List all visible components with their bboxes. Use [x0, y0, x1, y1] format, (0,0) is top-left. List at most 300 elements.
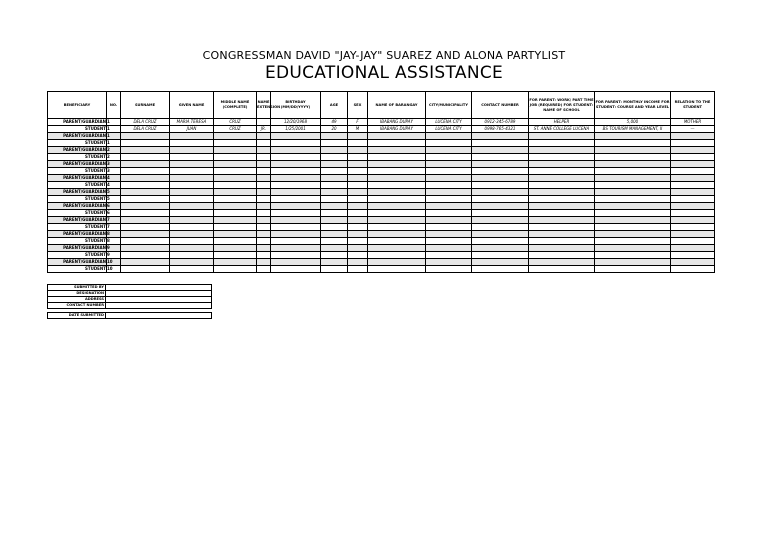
cell-age[interactable] — [321, 231, 348, 238]
cell-given[interactable] — [170, 203, 214, 210]
cell-age[interactable] — [321, 182, 348, 189]
cell-relation[interactable] — [671, 196, 715, 203]
cell-middle[interactable] — [214, 245, 257, 252]
cell-birthday[interactable] — [271, 217, 321, 224]
cell-age[interactable] — [321, 189, 348, 196]
cell-birthday[interactable] — [271, 231, 321, 238]
cell-sex[interactable] — [348, 140, 368, 147]
cell-income[interactable] — [595, 252, 671, 259]
cell-ext[interactable] — [257, 182, 271, 189]
cell-birthday[interactable] — [271, 203, 321, 210]
beneficiary-cell: STUDENT — [48, 182, 107, 189]
cell-birthday[interactable] — [271, 182, 321, 189]
cell-ext[interactable] — [257, 161, 271, 168]
cell-barangay[interactable] — [368, 133, 426, 140]
cell-relation[interactable]: MOTHER — [671, 119, 715, 126]
cell-city[interactable] — [426, 210, 472, 217]
cell-city[interactable]: LUCENA CITY — [426, 126, 472, 133]
cell-surname[interactable] — [121, 133, 170, 140]
cell-age[interactable] — [321, 217, 348, 224]
cell-relation[interactable] — [671, 266, 715, 273]
cell-surname[interactable] — [121, 161, 170, 168]
cell-sex[interactable] — [348, 259, 368, 266]
cell-relation[interactable] — [671, 210, 715, 217]
cell-ext[interactable] — [257, 175, 271, 182]
cell-income[interactable] — [595, 147, 671, 154]
cell-middle[interactable] — [214, 140, 257, 147]
cell-barangay[interactable] — [368, 154, 426, 161]
cell-contact[interactable] — [472, 140, 529, 147]
cell-surname[interactable] — [121, 252, 170, 259]
cell-work[interactable] — [529, 245, 595, 252]
cell-contact[interactable] — [472, 231, 529, 238]
cell-income[interactable] — [595, 238, 671, 245]
cell-surname[interactable] — [121, 168, 170, 175]
cell-work[interactable] — [529, 133, 595, 140]
cell-surname[interactable] — [121, 140, 170, 147]
cell-city[interactable] — [426, 154, 472, 161]
cell-given[interactable] — [170, 189, 214, 196]
cell-middle[interactable]: CRUZ — [214, 119, 257, 126]
cell-barangay[interactable] — [368, 182, 426, 189]
cell-middle[interactable] — [214, 224, 257, 231]
cell-ext[interactable] — [257, 203, 271, 210]
cell-work[interactable] — [529, 189, 595, 196]
cell-contact[interactable] — [472, 196, 529, 203]
cell-age[interactable] — [321, 196, 348, 203]
cell-middle[interactable] — [214, 252, 257, 259]
cell-city[interactable] — [426, 224, 472, 231]
cell-work[interactable] — [529, 154, 595, 161]
table-row — [48, 252, 715, 259]
date-submitted-cell[interactable] — [106, 313, 212, 319]
date-submitted-row — [48, 313, 212, 319]
cell-surname[interactable] — [121, 203, 170, 210]
cell-city[interactable] — [426, 266, 472, 273]
cell-work[interactable] — [529, 203, 595, 210]
cell-given[interactable] — [170, 147, 214, 154]
cell-surname[interactable] — [121, 224, 170, 231]
cell-contact[interactable] — [472, 154, 529, 161]
cell-ext[interactable] — [257, 189, 271, 196]
cell-ext[interactable] — [257, 168, 271, 175]
cell-age[interactable] — [321, 175, 348, 182]
cell-sex[interactable] — [348, 217, 368, 224]
cell-ext[interactable] — [257, 140, 271, 147]
cell-work[interactable] — [529, 175, 595, 182]
cell-relation[interactable] — [671, 245, 715, 252]
cell-surname[interactable] — [121, 196, 170, 203]
cell-birthday[interactable] — [271, 161, 321, 168]
cell-middle[interactable] — [214, 259, 257, 266]
cell-age[interactable] — [321, 210, 348, 217]
cell-ext[interactable] — [257, 238, 271, 245]
cell-ext[interactable] — [257, 196, 271, 203]
cell-relation[interactable] — [671, 238, 715, 245]
cell-income[interactable] — [595, 133, 671, 140]
cell-work[interactable] — [529, 196, 595, 203]
cell-relation[interactable] — [671, 140, 715, 147]
cell-income[interactable] — [595, 203, 671, 210]
cell-birthday[interactable]: 1/25/2001 — [271, 126, 321, 133]
cell-middle[interactable] — [214, 133, 257, 140]
cell-ext[interactable] — [257, 210, 271, 217]
cell-sex[interactable] — [348, 154, 368, 161]
cell-age[interactable] — [321, 154, 348, 161]
cell-income[interactable] — [595, 196, 671, 203]
cell-income[interactable] — [595, 175, 671, 182]
cell-middle[interactable] — [214, 196, 257, 203]
cell-income[interactable] — [595, 224, 671, 231]
cell-city[interactable] — [426, 175, 472, 182]
cell-birthday[interactable] — [271, 189, 321, 196]
cell-ext[interactable] — [257, 231, 271, 238]
cell-city[interactable] — [426, 217, 472, 224]
cell-ext[interactable] — [257, 154, 271, 161]
cell-barangay[interactable] — [368, 245, 426, 252]
cell-city[interactable] — [426, 203, 472, 210]
cell-surname[interactable] — [121, 147, 170, 154]
cell-work[interactable] — [529, 224, 595, 231]
cell-barangay[interactable] — [368, 161, 426, 168]
cell-sex[interactable] — [348, 196, 368, 203]
cell-contact[interactable] — [472, 182, 529, 189]
cell-barangay[interactable] — [368, 259, 426, 266]
cell-contact[interactable]: 0912-345-6789 — [472, 119, 529, 126]
cell-relation[interactable] — [671, 168, 715, 175]
cell-given[interactable] — [170, 161, 214, 168]
cell-sex[interactable] — [348, 147, 368, 154]
cell-given[interactable] — [170, 266, 214, 273]
cell-city[interactable] — [426, 196, 472, 203]
cell-ext[interactable] — [257, 252, 271, 259]
cell-barangay[interactable] — [368, 189, 426, 196]
cell-ext[interactable] — [257, 217, 271, 224]
cell-middle[interactable]: CRUZ — [214, 126, 257, 133]
cell-contact[interactable] — [472, 133, 529, 140]
cell-middle[interactable] — [214, 266, 257, 273]
cell-ext[interactable] — [257, 133, 271, 140]
cell-birthday[interactable] — [271, 175, 321, 182]
number-cell: 5 — [107, 189, 121, 196]
cell-barangay[interactable] — [368, 266, 426, 273]
cell-relation[interactable] — [671, 217, 715, 224]
cell-contact[interactable] — [472, 203, 529, 210]
cell-city[interactable] — [426, 238, 472, 245]
cell-income[interactable] — [595, 154, 671, 161]
cell-relation[interactable] — [671, 161, 715, 168]
cell-birthday[interactable] — [271, 140, 321, 147]
cell-income[interactable]: BS TOURISM MANAGEMENT, II — [595, 126, 671, 133]
cell-age[interactable] — [321, 252, 348, 259]
cell-contact[interactable] — [472, 147, 529, 154]
cell-surname[interactable] — [121, 182, 170, 189]
cell-relation[interactable] — [671, 182, 715, 189]
cell-given[interactable] — [170, 210, 214, 217]
cell-work[interactable] — [529, 252, 595, 259]
cell-work[interactable] — [529, 238, 595, 245]
cell-sex[interactable] — [348, 245, 368, 252]
cell-middle[interactable] — [214, 210, 257, 217]
cell-relation[interactable] — [671, 224, 715, 231]
cell-middle[interactable] — [214, 161, 257, 168]
cell-barangay[interactable] — [368, 224, 426, 231]
cell-income[interactable] — [595, 182, 671, 189]
cell-given[interactable] — [170, 245, 214, 252]
cell-relation[interactable]: — — [671, 126, 715, 133]
cell-contact[interactable] — [472, 217, 529, 224]
cell-given[interactable] — [170, 140, 214, 147]
cell-given[interactable]: MARIA TERESA — [170, 119, 214, 126]
cell-work[interactable] — [529, 231, 595, 238]
cell-birthday[interactable] — [271, 259, 321, 266]
cell-birthday[interactable] — [271, 210, 321, 217]
cell-city[interactable]: LUCENA CITY — [426, 119, 472, 126]
cell-age[interactable] — [321, 245, 348, 252]
cell-income[interactable] — [595, 217, 671, 224]
cell-birthday[interactable] — [271, 266, 321, 273]
cell-middle[interactable] — [214, 231, 257, 238]
cell-sex[interactable] — [348, 189, 368, 196]
cell-sex[interactable] — [348, 210, 368, 217]
cell-middle[interactable] — [214, 203, 257, 210]
cell-middle[interactable] — [214, 189, 257, 196]
cell-sex[interactable] — [348, 133, 368, 140]
cell-contact[interactable] — [472, 245, 529, 252]
table-row — [48, 175, 715, 182]
cell-sex[interactable] — [348, 203, 368, 210]
cell-barangay[interactable] — [368, 175, 426, 182]
cell-age[interactable] — [321, 259, 348, 266]
cell-barangay[interactable] — [368, 231, 426, 238]
cell-age[interactable] — [321, 133, 348, 140]
cell-surname[interactable] — [121, 245, 170, 252]
cell-city[interactable] — [426, 252, 472, 259]
cell-surname[interactable] — [121, 238, 170, 245]
cell-surname[interactable] — [121, 217, 170, 224]
cell-birthday[interactable] — [271, 252, 321, 259]
cell-surname[interactable] — [121, 154, 170, 161]
cell-city[interactable] — [426, 231, 472, 238]
cell-birthday[interactable] — [271, 168, 321, 175]
cell-surname[interactable]: DELA CRUZ — [121, 126, 170, 133]
cell-relation[interactable] — [671, 133, 715, 140]
cell-income[interactable] — [595, 168, 671, 175]
submission-label: CONTACT NUMBER — [48, 303, 106, 309]
beneficiary-cell: PARENT/GUARDIAN — [48, 133, 107, 140]
cell-relation[interactable] — [671, 154, 715, 161]
cell-given[interactable] — [170, 224, 214, 231]
cell-given[interactable] — [170, 175, 214, 182]
cell-birthday[interactable] — [271, 133, 321, 140]
cell-surname[interactable] — [121, 175, 170, 182]
cell-sex[interactable] — [348, 266, 368, 273]
cell-work[interactable] — [529, 210, 595, 217]
cell-barangay[interactable] — [368, 147, 426, 154]
cell-city[interactable] — [426, 168, 472, 175]
cell-contact[interactable] — [472, 224, 529, 231]
cell-work[interactable] — [529, 266, 595, 273]
cell-age[interactable] — [321, 203, 348, 210]
cell-work[interactable] — [529, 168, 595, 175]
cell-relation[interactable] — [671, 252, 715, 259]
cell-age[interactable] — [321, 161, 348, 168]
cell-income[interactable]: 5,000 — [595, 119, 671, 126]
cell-city[interactable] — [426, 147, 472, 154]
cell-age[interactable] — [321, 266, 348, 273]
cell-sex[interactable] — [348, 224, 368, 231]
cell-relation[interactable] — [671, 175, 715, 182]
cell-work[interactable]: ST. ANNE COLLEGE LUCENA — [529, 126, 595, 133]
submission-row — [48, 303, 212, 309]
cell-surname[interactable]: DELA CRUZ — [121, 119, 170, 126]
cell-birthday[interactable]: 12/20/1968 — [271, 119, 321, 126]
cell-given[interactable] — [170, 217, 214, 224]
cell-relation[interactable] — [671, 189, 715, 196]
cell-sex[interactable] — [348, 175, 368, 182]
cell-barangay[interactable] — [368, 252, 426, 259]
cell-age[interactable] — [321, 147, 348, 154]
cell-surname[interactable] — [121, 259, 170, 266]
cell-sex[interactable] — [348, 168, 368, 175]
cell-barangay[interactable] — [368, 168, 426, 175]
cell-city[interactable] — [426, 161, 472, 168]
cell-income[interactable] — [595, 140, 671, 147]
cell-contact[interactable] — [472, 266, 529, 273]
cell-city[interactable] — [426, 259, 472, 266]
cell-given[interactable] — [170, 196, 214, 203]
cell-surname[interactable] — [121, 210, 170, 217]
cell-relation[interactable] — [671, 231, 715, 238]
cell-middle[interactable] — [214, 238, 257, 245]
cell-given[interactable] — [170, 238, 214, 245]
cell-middle[interactable] — [214, 154, 257, 161]
cell-work[interactable] — [529, 147, 595, 154]
cell-barangay[interactable]: IBABANG DUPAY — [368, 119, 426, 126]
cell-barangay[interactable] — [368, 217, 426, 224]
cell-age[interactable] — [321, 238, 348, 245]
cell-city[interactable] — [426, 133, 472, 140]
cell-age[interactable]: 49 — [321, 119, 348, 126]
cell-contact[interactable] — [472, 175, 529, 182]
table-row — [48, 203, 715, 210]
cell-relation[interactable] — [671, 203, 715, 210]
cell-ext[interactable]: JR. — [257, 126, 271, 133]
cell-work[interactable] — [529, 182, 595, 189]
cell-work[interactable] — [529, 259, 595, 266]
cell-barangay[interactable] — [368, 238, 426, 245]
cell-surname[interactable] — [121, 266, 170, 273]
cell-income[interactable] — [595, 210, 671, 217]
cell-given[interactable]: JUAN — [170, 126, 214, 133]
cell-ext[interactable] — [257, 245, 271, 252]
cell-work[interactable] — [529, 217, 595, 224]
cell-sex[interactable] — [348, 252, 368, 259]
cell-barangay[interactable] — [368, 210, 426, 217]
cell-income[interactable] — [595, 231, 671, 238]
cell-work[interactable] — [529, 140, 595, 147]
cell-sex[interactable]: M — [348, 126, 368, 133]
submission-value-cell[interactable] — [106, 303, 212, 309]
cell-middle[interactable] — [214, 175, 257, 182]
cell-age[interactable] — [321, 140, 348, 147]
cell-sex[interactable] — [348, 182, 368, 189]
cell-contact[interactable] — [472, 189, 529, 196]
cell-income[interactable] — [595, 245, 671, 252]
cell-surname[interactable] — [121, 231, 170, 238]
cell-city[interactable] — [426, 182, 472, 189]
cell-middle[interactable] — [214, 182, 257, 189]
cell-city[interactable] — [426, 245, 472, 252]
cell-contact[interactable] — [472, 168, 529, 175]
cell-work[interactable] — [529, 161, 595, 168]
cell-birthday[interactable] — [271, 196, 321, 203]
cell-birthday[interactable] — [271, 238, 321, 245]
cell-middle[interactable] — [214, 168, 257, 175]
cell-given[interactable] — [170, 154, 214, 161]
cell-ext[interactable] — [257, 147, 271, 154]
cell-birthday[interactable] — [271, 147, 321, 154]
cell-ext[interactable] — [257, 266, 271, 273]
cell-barangay[interactable]: IBABANG DUPAY — [368, 126, 426, 133]
cell-middle[interactable] — [214, 147, 257, 154]
cell-age[interactable]: 20 — [321, 126, 348, 133]
cell-middle[interactable] — [214, 217, 257, 224]
cell-birthday[interactable] — [271, 245, 321, 252]
cell-contact[interactable] — [472, 210, 529, 217]
column-header: GIVEN NAME — [170, 92, 214, 119]
cell-income[interactable] — [595, 189, 671, 196]
cell-given[interactable] — [170, 259, 214, 266]
cell-ext[interactable] — [257, 119, 271, 126]
cell-sex[interactable] — [348, 238, 368, 245]
cell-contact[interactable] — [472, 252, 529, 259]
cell-given[interactable] — [170, 231, 214, 238]
cell-ext[interactable] — [257, 224, 271, 231]
column-header: RELATION TO THE STUDENT — [671, 92, 715, 119]
cell-contact[interactable] — [472, 161, 529, 168]
cell-sex[interactable] — [348, 161, 368, 168]
cell-age[interactable] — [321, 224, 348, 231]
cell-income[interactable] — [595, 161, 671, 168]
cell-sex[interactable]: F — [348, 119, 368, 126]
cell-given[interactable] — [170, 133, 214, 140]
cell-city[interactable] — [426, 140, 472, 147]
cell-relation[interactable] — [671, 147, 715, 154]
cell-birthday[interactable] — [271, 224, 321, 231]
cell-given[interactable] — [170, 168, 214, 175]
cell-city[interactable] — [426, 189, 472, 196]
cell-contact[interactable] — [472, 259, 529, 266]
cell-work[interactable]: HELPER — [529, 119, 595, 126]
cell-barangay[interactable] — [368, 140, 426, 147]
cell-ext[interactable] — [257, 259, 271, 266]
cell-birthday[interactable] — [271, 154, 321, 161]
cell-contact[interactable]: 0998-765-4321 — [472, 126, 529, 133]
cell-age[interactable] — [321, 168, 348, 175]
cell-surname[interactable] — [121, 189, 170, 196]
cell-given[interactable] — [170, 182, 214, 189]
cell-given[interactable] — [170, 252, 214, 259]
cell-sex[interactable] — [348, 231, 368, 238]
column-header: NO. — [107, 92, 121, 119]
cell-barangay[interactable] — [368, 196, 426, 203]
cell-income[interactable] — [595, 259, 671, 266]
cell-contact[interactable] — [472, 238, 529, 245]
cell-barangay[interactable] — [368, 203, 426, 210]
cell-relation[interactable] — [671, 259, 715, 266]
cell-income[interactable] — [595, 266, 671, 273]
